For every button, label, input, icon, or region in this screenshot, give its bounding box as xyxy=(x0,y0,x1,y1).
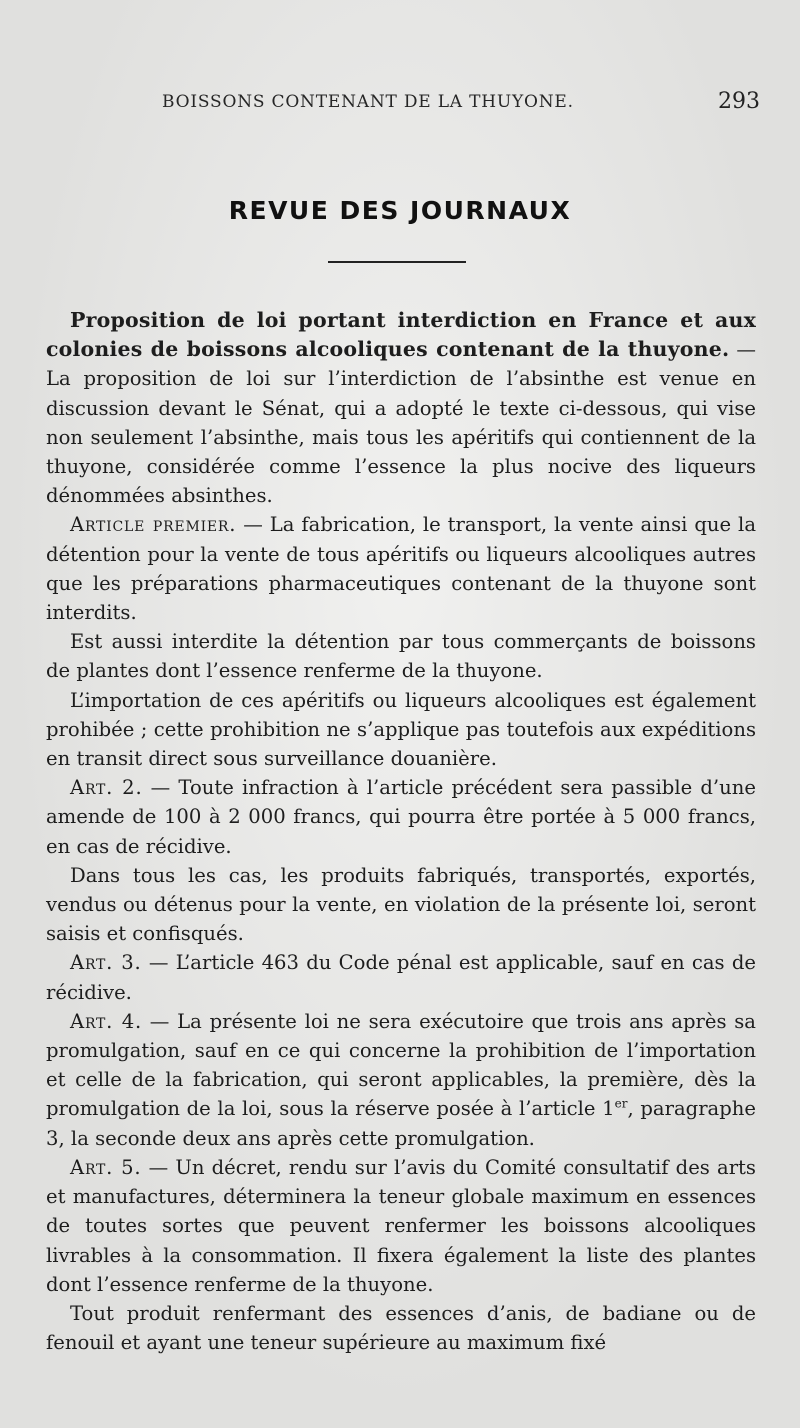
page-number: 293 xyxy=(718,89,760,114)
paragraph-confiscation: Dans tous les cas, les produits fabriqués, transportés, exportés, vendus ou détenus pour la vente, en violation de la présente loi, seront saisis et confisqués. xyxy=(46,863,756,946)
section-title: REVUE DES JOURNAUX xyxy=(228,196,572,225)
article-5-paragraph xyxy=(46,1153,756,1299)
article-4-text-a: — La présente loi ne sera exécutoire que trois ans après sa promulgation, sauf en ce qui concerne la prohibition de l’importation et celle de la fabrication, qui seront applicables, la première, dès la promulgation de la loi, sous la réserve posée à l’article 1 xyxy=(46,1009,756,1121)
article-3-label: Art. 3. xyxy=(70,951,142,975)
section-rule xyxy=(328,261,466,263)
article-5-label: Art. 5. xyxy=(70,1155,142,1179)
article-4-text-b: , paragraphe 3, la seconde deux ans après cette promulgation. xyxy=(46,1097,757,1150)
article-3-text: — L’article 463 du Code pénal est applicable, sauf en cas de récidive. xyxy=(46,951,757,1004)
article-intro-paragraph xyxy=(46,306,756,510)
article-2-label: Art. 2. xyxy=(70,776,143,800)
article-body xyxy=(46,306,756,1357)
paragraph-detention: Est aussi interdite la détention par tous commerçants de boissons de plantes dont l’essence renferme de la thuyone. xyxy=(46,630,756,683)
article-2-text: — Toute infraction à l’article précédent sera passible d’une amende de 100 à 2 000 francs, qui pourra être portée à 5 000 francs, en cas de récidive. xyxy=(46,776,756,858)
paragraph-essences: Tout produit renfermant des essences d’anis, de badiane ou de fenouil et ayant une teneur supérieure au maximum fixé xyxy=(46,1301,756,1355)
article-intro-text: — La proposition de loi sur l’interdiction de l’absinthe est venue en discussion devant le Sénat, qui a adopté le texte ci-dessous, qui vise non seulement l’absinthe, mais tous les apéritifs qui contiennent de la thuyone, considérée comme l’essence la plus nocive des liqueurs dénommées absinthes. xyxy=(46,338,757,508)
paragraph-importation: L’importation de ces apéritifs ou liqueurs alcooliques est également prohibée ; cette prohibition ne s’applique pas toutefois aux expéditions en transit direct sous surveillance douanière. xyxy=(46,688,756,771)
article-2-paragraph xyxy=(46,773,756,861)
running-title: BOISSONS CONTENANT DE LA THUYONE. xyxy=(162,92,574,112)
article-4-superscript: er xyxy=(614,1096,628,1111)
article-4-paragraph xyxy=(46,1007,756,1153)
article-3-paragraph xyxy=(46,948,756,1006)
article-premier-text: — La fabrication, le transport, la vente ainsi que la détention pour la vente de tous apéritifs ou liqueurs alcooliques autres que les préparations pharmaceutiques contenant de la thuyone sont interdits. xyxy=(46,513,756,625)
article-premier-label: Article premier. xyxy=(70,513,237,537)
article-5-text: — Un décret, rendu sur l’avis du Comité consultatif des arts et manufactures, déterminera la teneur globale maximum en essences de toutes sortes que peuvent renfermer les boissons alcooliques livrables à la consommation. Il fixera également la liste des plantes dont l’essence renferme de la thuyone. xyxy=(46,1155,756,1296)
running-header xyxy=(0,89,800,122)
article-title: Proposition de loi portant interdiction en France et aux colonies de boissons alcooliques contenant de la thuyone. xyxy=(46,308,756,362)
article-4-label: Art. 4. xyxy=(70,1009,143,1033)
article-premier-paragraph xyxy=(46,510,756,627)
